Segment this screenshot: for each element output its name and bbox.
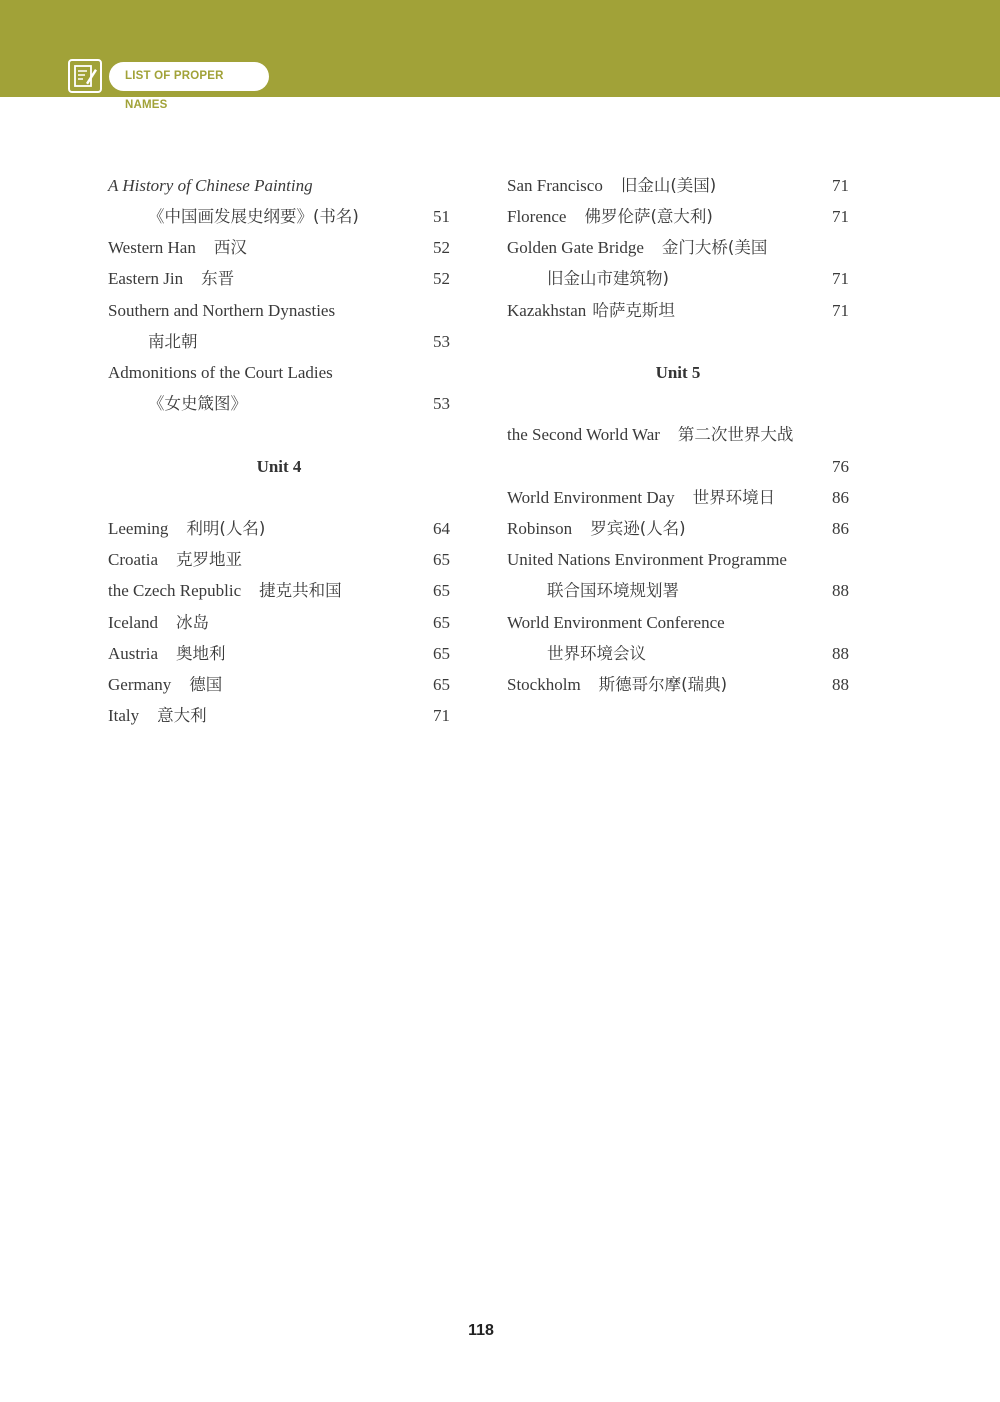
list-item-continuation: 世界环境会议 88 [507, 638, 849, 669]
list-item: Croatia 克罗地亚 65 [108, 544, 450, 575]
page-ref: 53 [433, 332, 450, 351]
list-item: Germany 德国 65 [108, 669, 450, 700]
list-item: Florence 佛罗伦萨(意大利) 71 [507, 201, 849, 232]
page-ref: 76 [832, 457, 849, 476]
list-item: World Environment Day 世界环境日 86 [507, 482, 849, 513]
list-item: World Environment Conference [507, 613, 725, 632]
page-ref: 65 [433, 644, 450, 663]
page-ref: 88 [832, 644, 849, 663]
page-ref: 71 [832, 269, 849, 288]
list-item: San Francisco 旧金山(美国) 71 [507, 170, 849, 201]
list-item-continuation [507, 451, 849, 482]
list-item: Stockholm 斯德哥尔摩(瑞典) 88 [507, 669, 849, 700]
notebook-pencil-icon [68, 59, 102, 93]
list-item-continuation: 南北朝 53 [108, 326, 450, 357]
list-item: Austria 奥地利 65 [108, 638, 450, 669]
page-ref: 88 [832, 581, 849, 600]
page-ref: 71 [832, 176, 849, 195]
page-ref: 71 [832, 301, 849, 320]
list-item: Southern and Northern Dynasties [108, 301, 336, 320]
section-title: LIST OF PROPER NAMES [109, 62, 269, 91]
page-ref: 65 [433, 550, 450, 569]
list-item: A History of Chinese Painting [108, 176, 313, 195]
unit-heading: Unit 5 [655, 363, 701, 382]
list-item-continuation: 《中国画发展史纲要》(书名) 51 [108, 201, 450, 232]
page-ref: 71 [832, 207, 849, 226]
list-item: Golden Gate Bridge 金门大桥(美国 [507, 238, 768, 257]
page-ref: 65 [433, 581, 450, 600]
list-item-continuation: 旧金山市建筑物) 71 [507, 263, 849, 294]
page-ref: 71 [433, 706, 450, 725]
page-ref: 52 [433, 269, 450, 288]
page-ref: 51 [433, 207, 450, 226]
list-item: the Second World War 第二次世界大战 [507, 425, 794, 444]
list-item: Admonitions of the Court Ladies [108, 363, 333, 382]
list-item: Kazakhstan 哈萨克斯坦 71 [507, 295, 849, 326]
header-band [0, 0, 1000, 111]
page-ref: 65 [433, 675, 450, 694]
list-item: Iceland 冰岛 65 [108, 607, 450, 638]
list-item: United Nations Environment Programme [507, 550, 787, 569]
list-item: Leeming 利明(人名) 64 [108, 513, 450, 544]
page-number: 118 [468, 1322, 494, 1339]
list-item-continuation: 联合国环境规划署 88 [507, 575, 849, 606]
list-item: Robinson 罗宾逊(人名) 86 [507, 513, 849, 544]
page-ref: 65 [433, 613, 450, 632]
page-ref: 88 [832, 675, 849, 694]
list-item: Italy 意大利 71 [108, 700, 450, 731]
list-item: the Czech Republic 捷克共和国 65 [108, 575, 450, 606]
list-item: Eastern Jin 东晋 52 [108, 263, 450, 294]
page-ref: 53 [433, 394, 450, 413]
page-ref: 64 [433, 519, 450, 538]
unit-heading: Unit 4 [256, 457, 302, 476]
list-item: Western Han 西汉 52 [108, 232, 450, 263]
page-ref: 86 [832, 488, 849, 507]
page-ref: 86 [832, 519, 849, 538]
list-item-continuation: 《女史箴图》 53 [108, 388, 450, 419]
page-ref: 52 [433, 238, 450, 257]
